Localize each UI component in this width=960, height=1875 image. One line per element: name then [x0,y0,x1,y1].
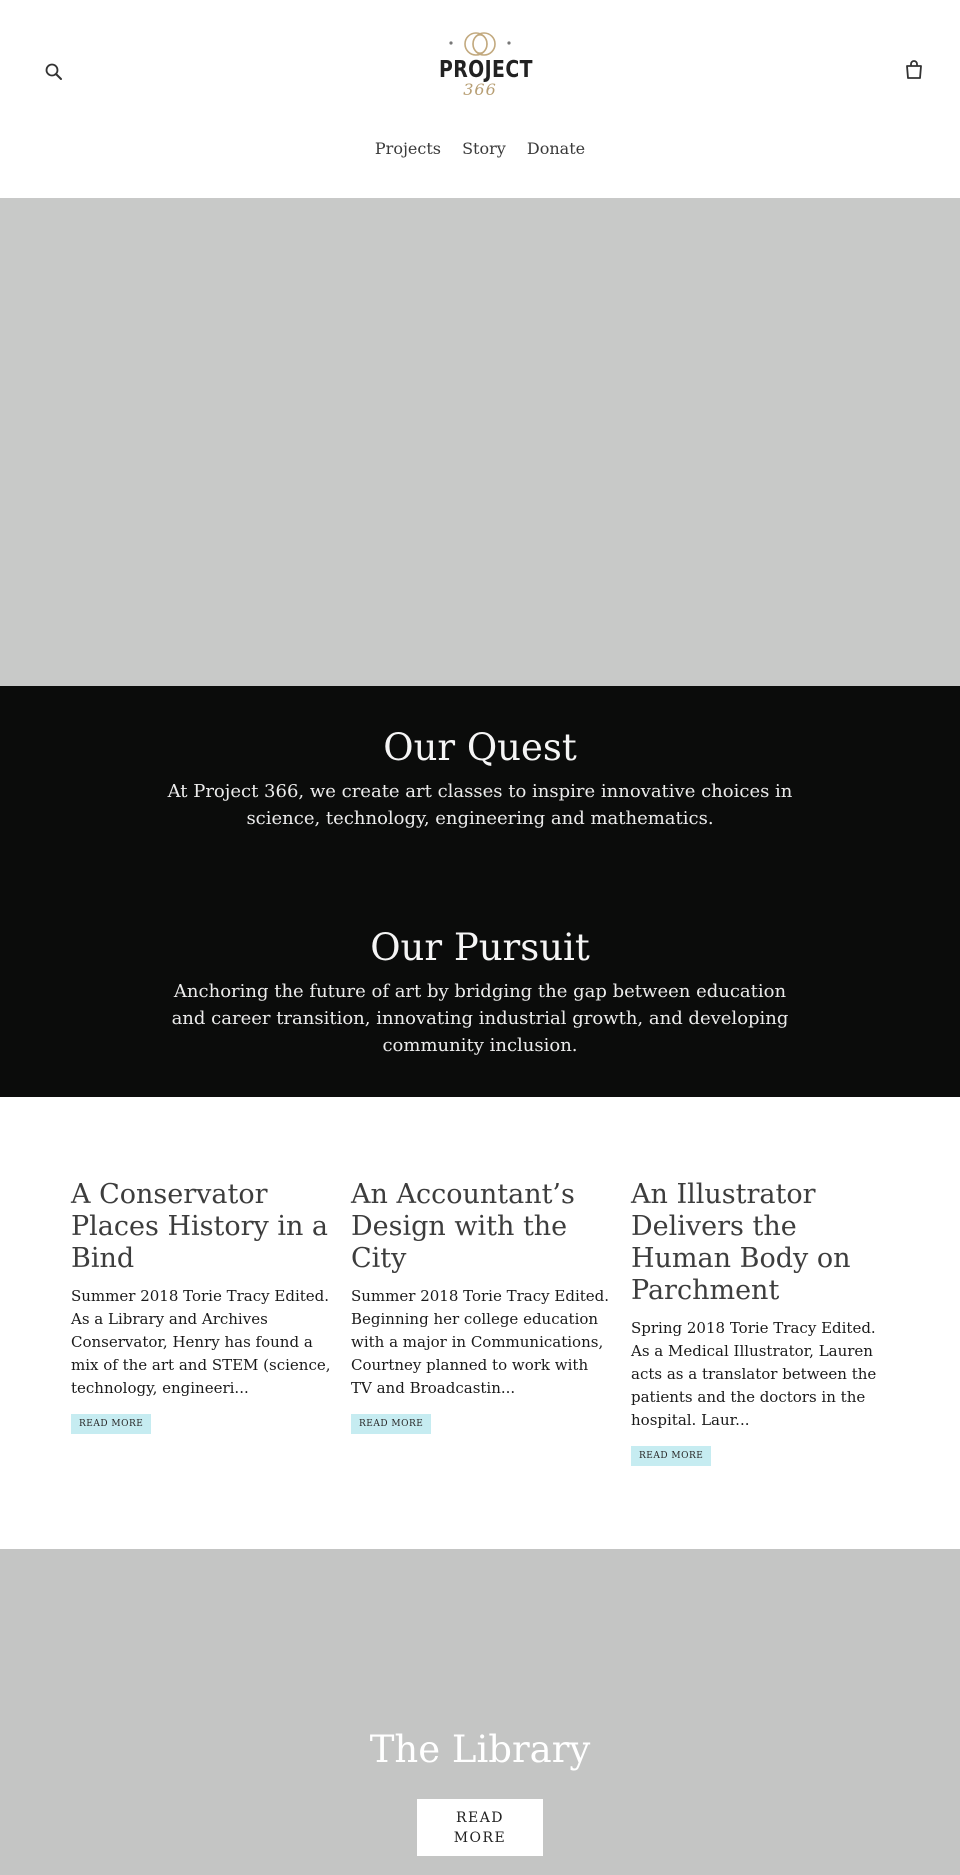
cart-icon[interactable] [902,58,926,82]
read-more-button[interactable]: READ MORE [631,1446,711,1466]
article-excerpt: Summer 2018 Torie Tracy Edited. As a Library and Archives Conservator, Henry has found a mix of the art and STEM (science, technology, engineeri... [71,1287,331,1397]
library-read-more-button[interactable]: READ MORE [417,1799,543,1856]
hero-banner [0,198,960,686]
article-excerpt: Spring 2018 Torie Tracy Edited. As a Medical Illustrator, Lauren acts as a translator between the patients and the doctors in the hospital. Laur... [631,1319,877,1429]
logo-rings-icon [445,32,515,58]
articles-section [0,1097,960,1549]
quest-text: At Project 366, we create art classes to inspire innovative choices in science, technology, engineering and mathematics. [167,781,793,829]
article-title[interactable]: An Accountant’s Design with the City [351,1179,575,1274]
library-section [0,1549,960,1875]
site-logo[interactable] [430,32,533,99]
logo-number: 366 [463,80,497,99]
nav-projects[interactable]: Projects [374,139,441,158]
article-card [631,1179,893,1466]
quest-title: Our Quest [383,726,577,769]
site-header [0,0,960,198]
main-nav [0,139,960,158]
article-title[interactable]: A Conservator Places History in a Bind [71,1179,329,1274]
nav-donate[interactable]: Donate [526,139,586,158]
article-title[interactable]: An Illustrator Delivers the Human Body on Parchment [631,1179,851,1306]
pursuit-text: Anchoring the future of art by bridging the gap between education and career transition, innovating industrial growth, and developing community inclusion. [171,981,789,1056]
read-more-button[interactable]: READ MORE [351,1414,431,1434]
read-more-button[interactable]: READ MORE [71,1414,151,1434]
logo-word: PROJECT [439,57,533,83]
mission-section [0,686,960,1097]
library-title: The Library [369,1728,591,1771]
article-card [71,1179,333,1434]
article-excerpt: Summer 2018 Torie Tracy Edited. Beginning her college education with a major in Communications, Courtney planned to work with TV and Broadcastin... [351,1287,610,1397]
article-card [351,1179,613,1434]
pursuit-title: Our Pursuit [370,926,590,969]
nav-story[interactable]: Story [462,139,506,158]
search-icon[interactable] [42,60,66,84]
